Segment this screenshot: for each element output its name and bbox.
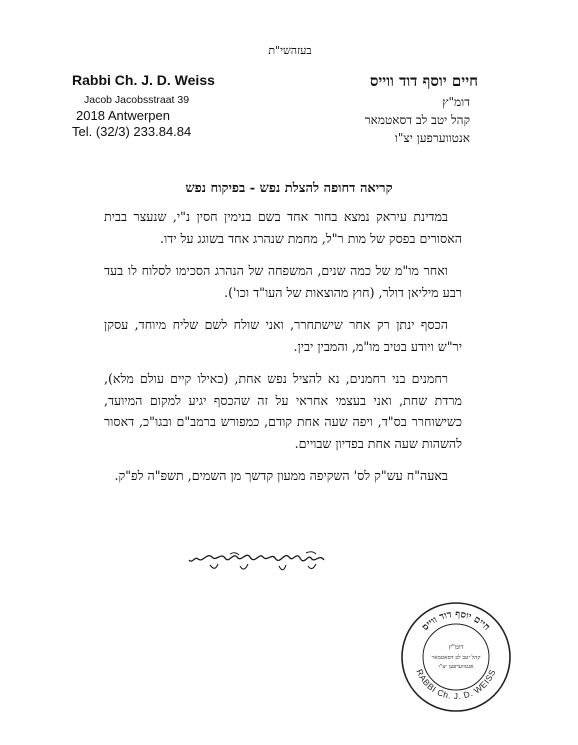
telephone: Tel. (32/3) 233.84.84 — [72, 123, 192, 139]
stamp-latin-arc: RABBI Ch. J. D. WEISS — [414, 667, 498, 702]
body-paragraph: הכסף ינתן רק אחר שישתחרר, ואני שולח לשם שליח מיוחד, עסקן יר"ש ויודע בטיב מו"מ, והמבין יבין. — [104, 317, 462, 354]
letterhead-latin — [72, 72, 222, 140]
stamp-inner-line: אנטווערפען יצ"ו — [438, 664, 474, 670]
city-hebrew: אנטווערפען יצ"ו — [394, 130, 470, 145]
letterhead-hebrew — [278, 70, 478, 147]
rabbi-title-hebrew: דומ"ץ — [442, 94, 470, 109]
body-paragraph: באעה"ח עש"ק לס' השקיפה ממעון קדשך מן השמים, תשפ"ה לפ"ק. — [114, 468, 448, 483]
svg-text:חיים יוסף דוד ווייס — [420, 609, 492, 633]
official-stamp — [400, 601, 512, 713]
stamp-inner-line: קהל יטב לב דסאטמאר — [431, 655, 481, 661]
bsd-header: בעזהשי"ת — [268, 44, 312, 57]
letter-body — [104, 206, 462, 498]
rabbi-name-hebrew: חיים יוסף דוד ווייס — [369, 72, 478, 90]
stamp-hebrew-arc: חיים יוסף דוד ווייס — [419, 608, 493, 633]
street-address: Jacob Jacobsstraat 39 — [84, 93, 190, 106]
community-name-hebrew: קהל יטב לב דסאטמאר — [364, 112, 470, 127]
body-paragraph: ואחר מו"מ של כמה שנים, המשפחה של הנהרג הסכימו לסלוח לו בעד רבע מיליאן דולר, (חוץ מהוצאות של העו"ד וכו'). — [104, 263, 462, 300]
stamp-inner-line: דומ"ץ — [448, 643, 464, 651]
handwritten-signature — [178, 548, 328, 578]
body-paragraph: רחמנים בני רחמנים, נא להציל נפש אחת, (כאילו קיים עולם מלא), מרדת שחת, ואני בעצמי אחראי על זה שהכסף יגיע למקום המיועד, כשישוחרר בס"ד, ויפה שעה אחת קודם, כמפורש ברמב"ם ובגו"כ, דאסור להשהות שעה אחת בפדיון שבויים. — [104, 371, 462, 451]
city-address: 2018 Antwerpen — [76, 107, 170, 123]
letter-subject: קריאה דחופה להצלת נפש - בפיקוח נפש — [185, 181, 393, 196]
body-paragraph: במדינת עיראק נמצא בחור אחד בשם בנימין חסין נ"י, שנעצר בבית האסורים בפסק של מות ר"ל, מחמת שנהרג אחד בשוגג על ידו. — [104, 209, 462, 246]
rabbi-name-latin: Rabbi Ch. J. D. Weiss — [72, 72, 215, 88]
